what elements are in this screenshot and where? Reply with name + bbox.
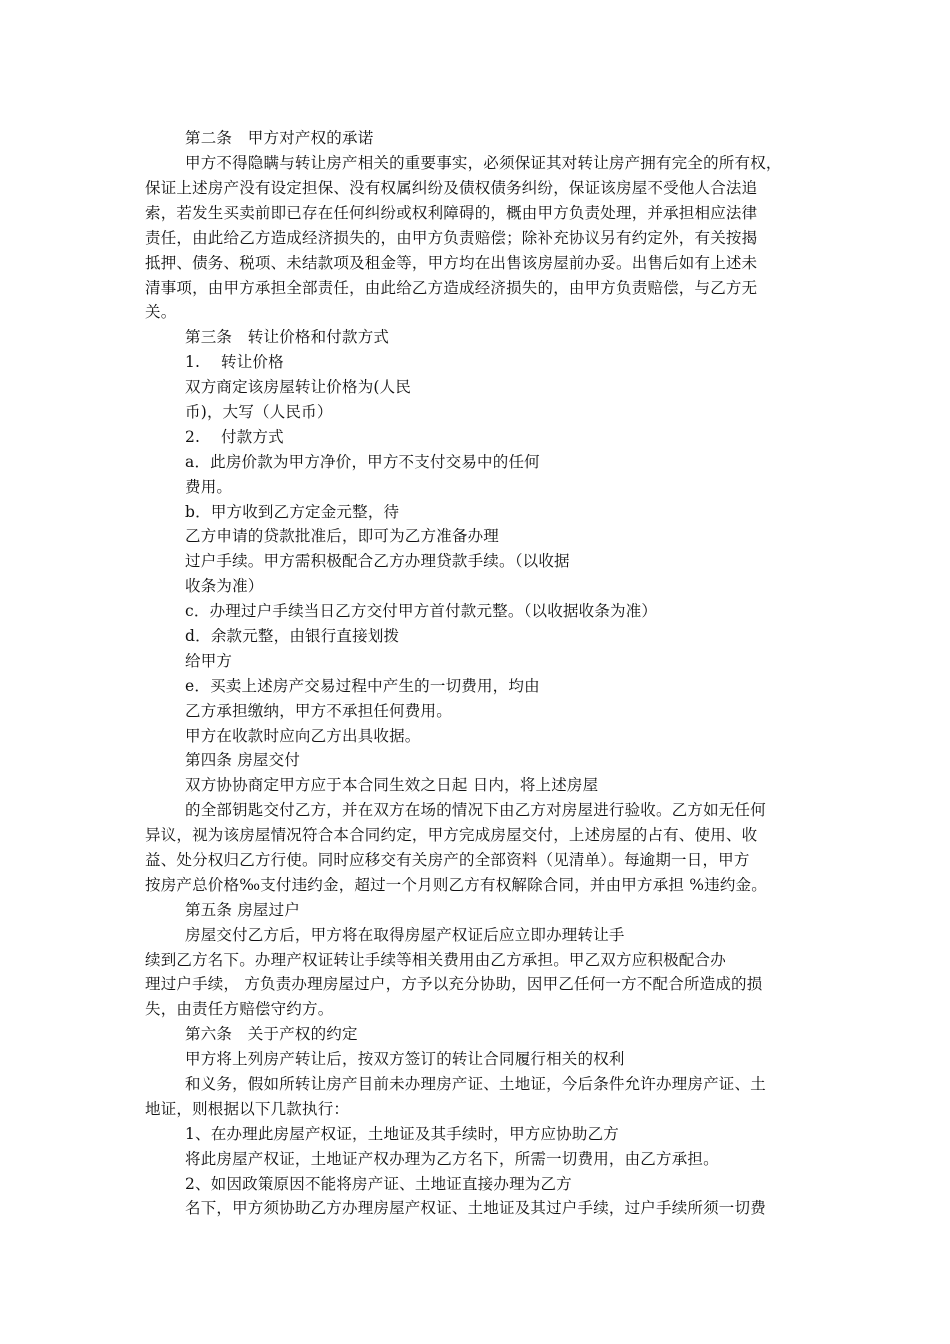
paragraph-line: 失，由责任方赔偿守约方。 <box>145 1000 334 1018</box>
list-item: c．办理过户手续当日乙方交付甲方首付款元整。（以收据收条为准） <box>185 602 658 620</box>
list-item: d．余款元整，由银行直接划拨 <box>185 627 400 645</box>
paragraph-line: 保证上述房产没有设定担保、没有权属纠纷及债权债务纠纷，保证该房屋不受他人合法追 <box>145 179 758 197</box>
paragraph-line: 乙方申请的贷款批准后，即可为乙方准备办理 <box>185 527 500 545</box>
paragraph-line: 乙方承担缴纳，甲方不承担任何费用。 <box>185 702 452 720</box>
paragraph-line: 理过户手续， 方负责办理房屋过户，方予以充分协助，因甲乙任何一方不配合所造成的损 <box>145 975 763 993</box>
paragraph-line: 的全部钥匙交付乙方，并在双方在场的情况下由乙方对房屋进行验收。乙方如无任何 <box>185 801 766 819</box>
article-3-heading: 第三条 转让价格和付款方式 <box>185 328 390 346</box>
paragraph-line: 和义务，假如所转让房产目前未办理房产证、土地证，今后条件允许办理房产证、土 <box>185 1075 766 1093</box>
paragraph-line: 给甲方 <box>185 652 233 670</box>
paragraph-line: 甲方在收款时应向乙方出具收据。 <box>185 727 421 745</box>
paragraph-line: 收条为准） <box>185 577 264 595</box>
paragraph-line: 房屋交付乙方后，甲方将在取得房屋产权证后应立即办理转让手 <box>185 926 625 944</box>
paragraph-line: 名下，甲方须协助乙方办理房屋产权证、土地证及其过户手续，过户手续所须一切费 <box>185 1199 766 1217</box>
paragraph-line: 益、处分权归乙方行使。同时应移交有关房产的全部资料（见清单）。每逾期一日，甲方 <box>145 851 750 869</box>
paragraph-line: 抵押、债务、税项、未结款项及租金等，甲方均在出售该房屋前办妥。出售后如有上述未 <box>145 254 758 272</box>
list-item: e．买卖上述房产交易过程中产生的一切费用，均由 <box>185 677 540 695</box>
paragraph-line: 地证，则根据以下几款执行： <box>145 1100 350 1118</box>
list-item: a．此房价款为甲方净价，甲方不支付交易中的任何 <box>185 453 540 471</box>
paragraph-line: 异议，视为该房屋情况符合本合同约定，甲方完成房屋交付，上述房屋的占有、使用、收 <box>145 826 758 844</box>
paragraph-line: 清事项，由甲方承担全部责任，由此给乙方造成经济损失的，由甲方负责赔偿，与乙方无 <box>145 279 758 297</box>
article-2-heading: 第二条 甲方对产权的承诺 <box>185 129 374 147</box>
paragraph-line: 双方协协商定甲方应于本合同生效之日起 日内，将上述房屋 <box>185 776 599 794</box>
paragraph-line: 币)，大写（人民币） <box>185 403 333 421</box>
paragraph-line: 关。 <box>145 303 177 321</box>
paragraph-line: 续到乙方名下。办理产权证转让手续等相关费用由乙方承担。甲乙双方应积极配合办 <box>145 951 726 969</box>
list-item: 1、在办理此房屋产权证，土地证及其手续时，甲方应协助乙方 <box>185 1125 619 1143</box>
paragraph-line: 甲方将上列房产转让后，按双方签订的转让合同履行相关的权利 <box>185 1050 625 1068</box>
paragraph-line: 甲方不得隐瞒与转让房产相关的重要事实，必须保证其对转让房产拥有完全的所有权， <box>185 154 782 172</box>
paragraph-line: 双方商定该房屋转让价格为(人民 <box>185 378 412 396</box>
list-item: 2、如因政策原因不能将房产证、土地证直接办理为乙方 <box>185 1175 572 1193</box>
paragraph-line: 按房产总价格‰支付违约金，超过一个月则乙方有权解除合同，并由甲方承担 %违约金。 <box>145 876 767 894</box>
article-6-heading: 第六条 关于产权的约定 <box>185 1025 358 1043</box>
list-item: 1. 转让价格 <box>185 353 284 371</box>
article-5-heading: 第五条 房屋过户 <box>185 901 301 919</box>
list-item: b．甲方收到乙方定金元整，待 <box>185 503 400 521</box>
paragraph-line: 费用。 <box>185 478 233 496</box>
paragraph-line: 将此房屋产权证，土地证产权办理为乙方名下，所需一切费用，由乙方承担。 <box>185 1150 719 1168</box>
paragraph-line: 索，若发生买卖前即已存在任何纠纷或权利障碍的，概由甲方负责处理，并承担相应法律 <box>145 204 758 222</box>
list-item: 2. 付款方式 <box>185 428 284 446</box>
paragraph-line: 过户手续。甲方需积极配合乙方办理贷款手续。（以收据 <box>185 552 570 570</box>
article-4-heading: 第四条 房屋交付 <box>185 751 301 769</box>
paragraph-line: 责任，由此给乙方造成经济损失的，由甲方负责赔偿；除补充协议另有约定外，有关按揭 <box>145 229 758 247</box>
